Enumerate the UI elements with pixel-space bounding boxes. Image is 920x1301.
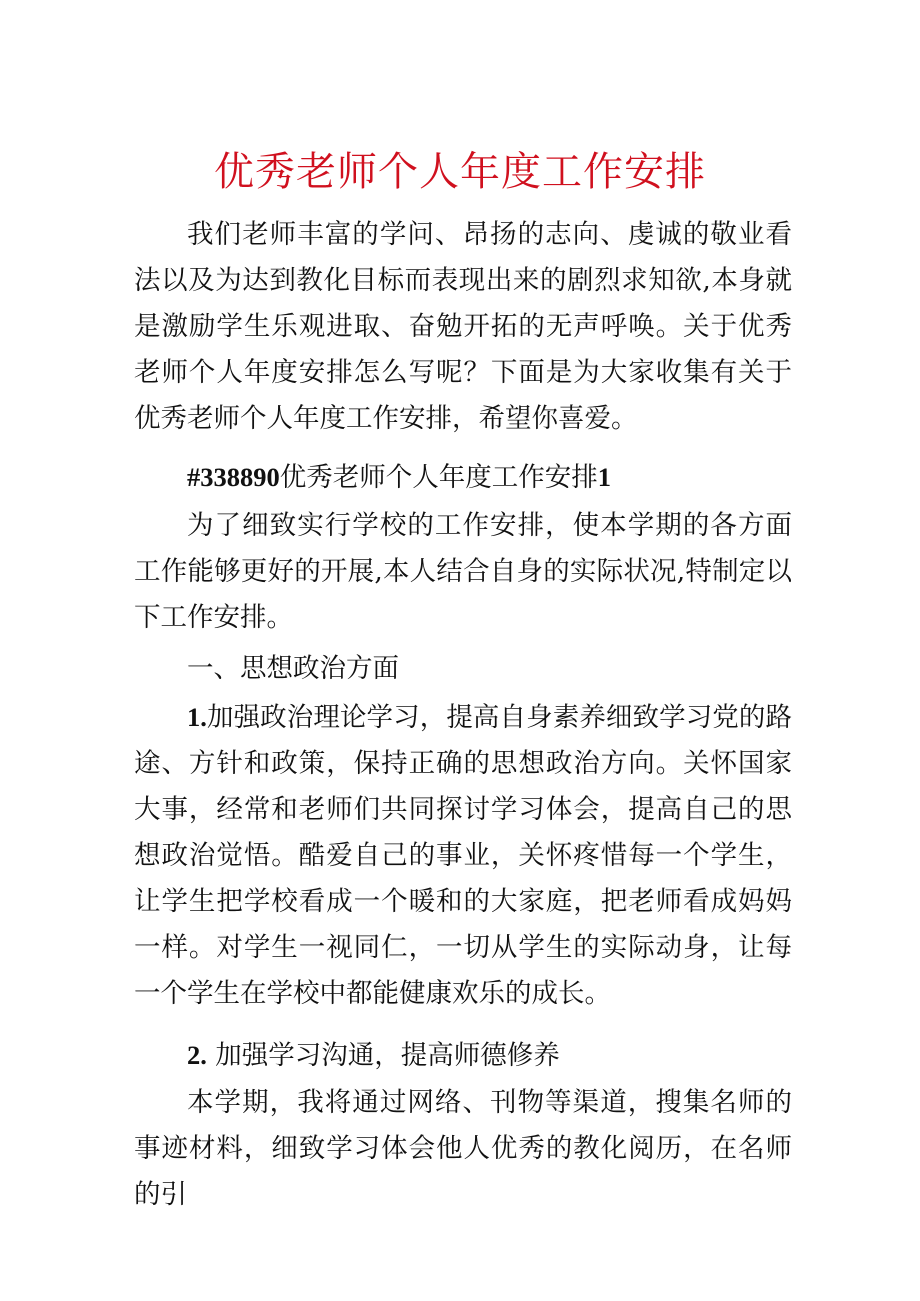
list-item-1: [134, 694, 792, 1017]
article-subheading: [134, 454, 792, 501]
document-title: 优秀老师个人年度工作安排: [214, 149, 706, 195]
intro-paragraph: 我们老师丰富的学问、昂扬的志向、虔诚的敬业看法以及为达到教化目标而表现出来的剧烈求知欲,本身就是激励学生乐观进取、奋勉开拓的无声呼唤。关于优秀老师个人年度安排怎么写呢？下面是为大家收集有关于优秀老师个人年度工作安排，希望你喜爱。: [134, 219, 792, 434]
list-item-2-heading: [134, 1032, 792, 1079]
item-2-text: 加强学习沟通，提高师德修养: [206, 1040, 560, 1071]
opening-paragraph: 为了细致实行学校的工作安排，使本学期的各方面工作能够更好的开展,本人结合自身的实际状况,特制定以下工作安排。: [134, 510, 792, 633]
subheading-suffix: 1: [597, 462, 611, 492]
subheading-number: #338890: [187, 462, 280, 492]
closing-paragraph: 本学期，我将通过网络、刊物等渠道，搜集名师的事迹材料，细致学习体会他人优秀的教化阅历，在名师的引: [134, 1087, 792, 1210]
item-2-number: 2.: [187, 1040, 207, 1070]
subheading-text: 优秀老师个人年度工作安排: [279, 462, 598, 493]
item-1-number: 1.: [187, 702, 207, 732]
section-heading-politics: 一、思想政治方面: [187, 653, 399, 684]
item-1-text: 加强政治理论学习，提高自身素养细致学习党的路途、方针和政策，保持正确的思想政治方向。关怀国家大事，经常和老师们共同探讨学习体会，提高自己的思想政治觉悟。酷爱自己的事业，关怀疼惜每一个学生，让学生把学校看成一个暖和的大家庭，把老师看成妈妈一样。对学生一视同仁，一切从学生的实际动身，让每一个学生在学校中都能健康欢乐的成长。: [134, 702, 792, 1009]
